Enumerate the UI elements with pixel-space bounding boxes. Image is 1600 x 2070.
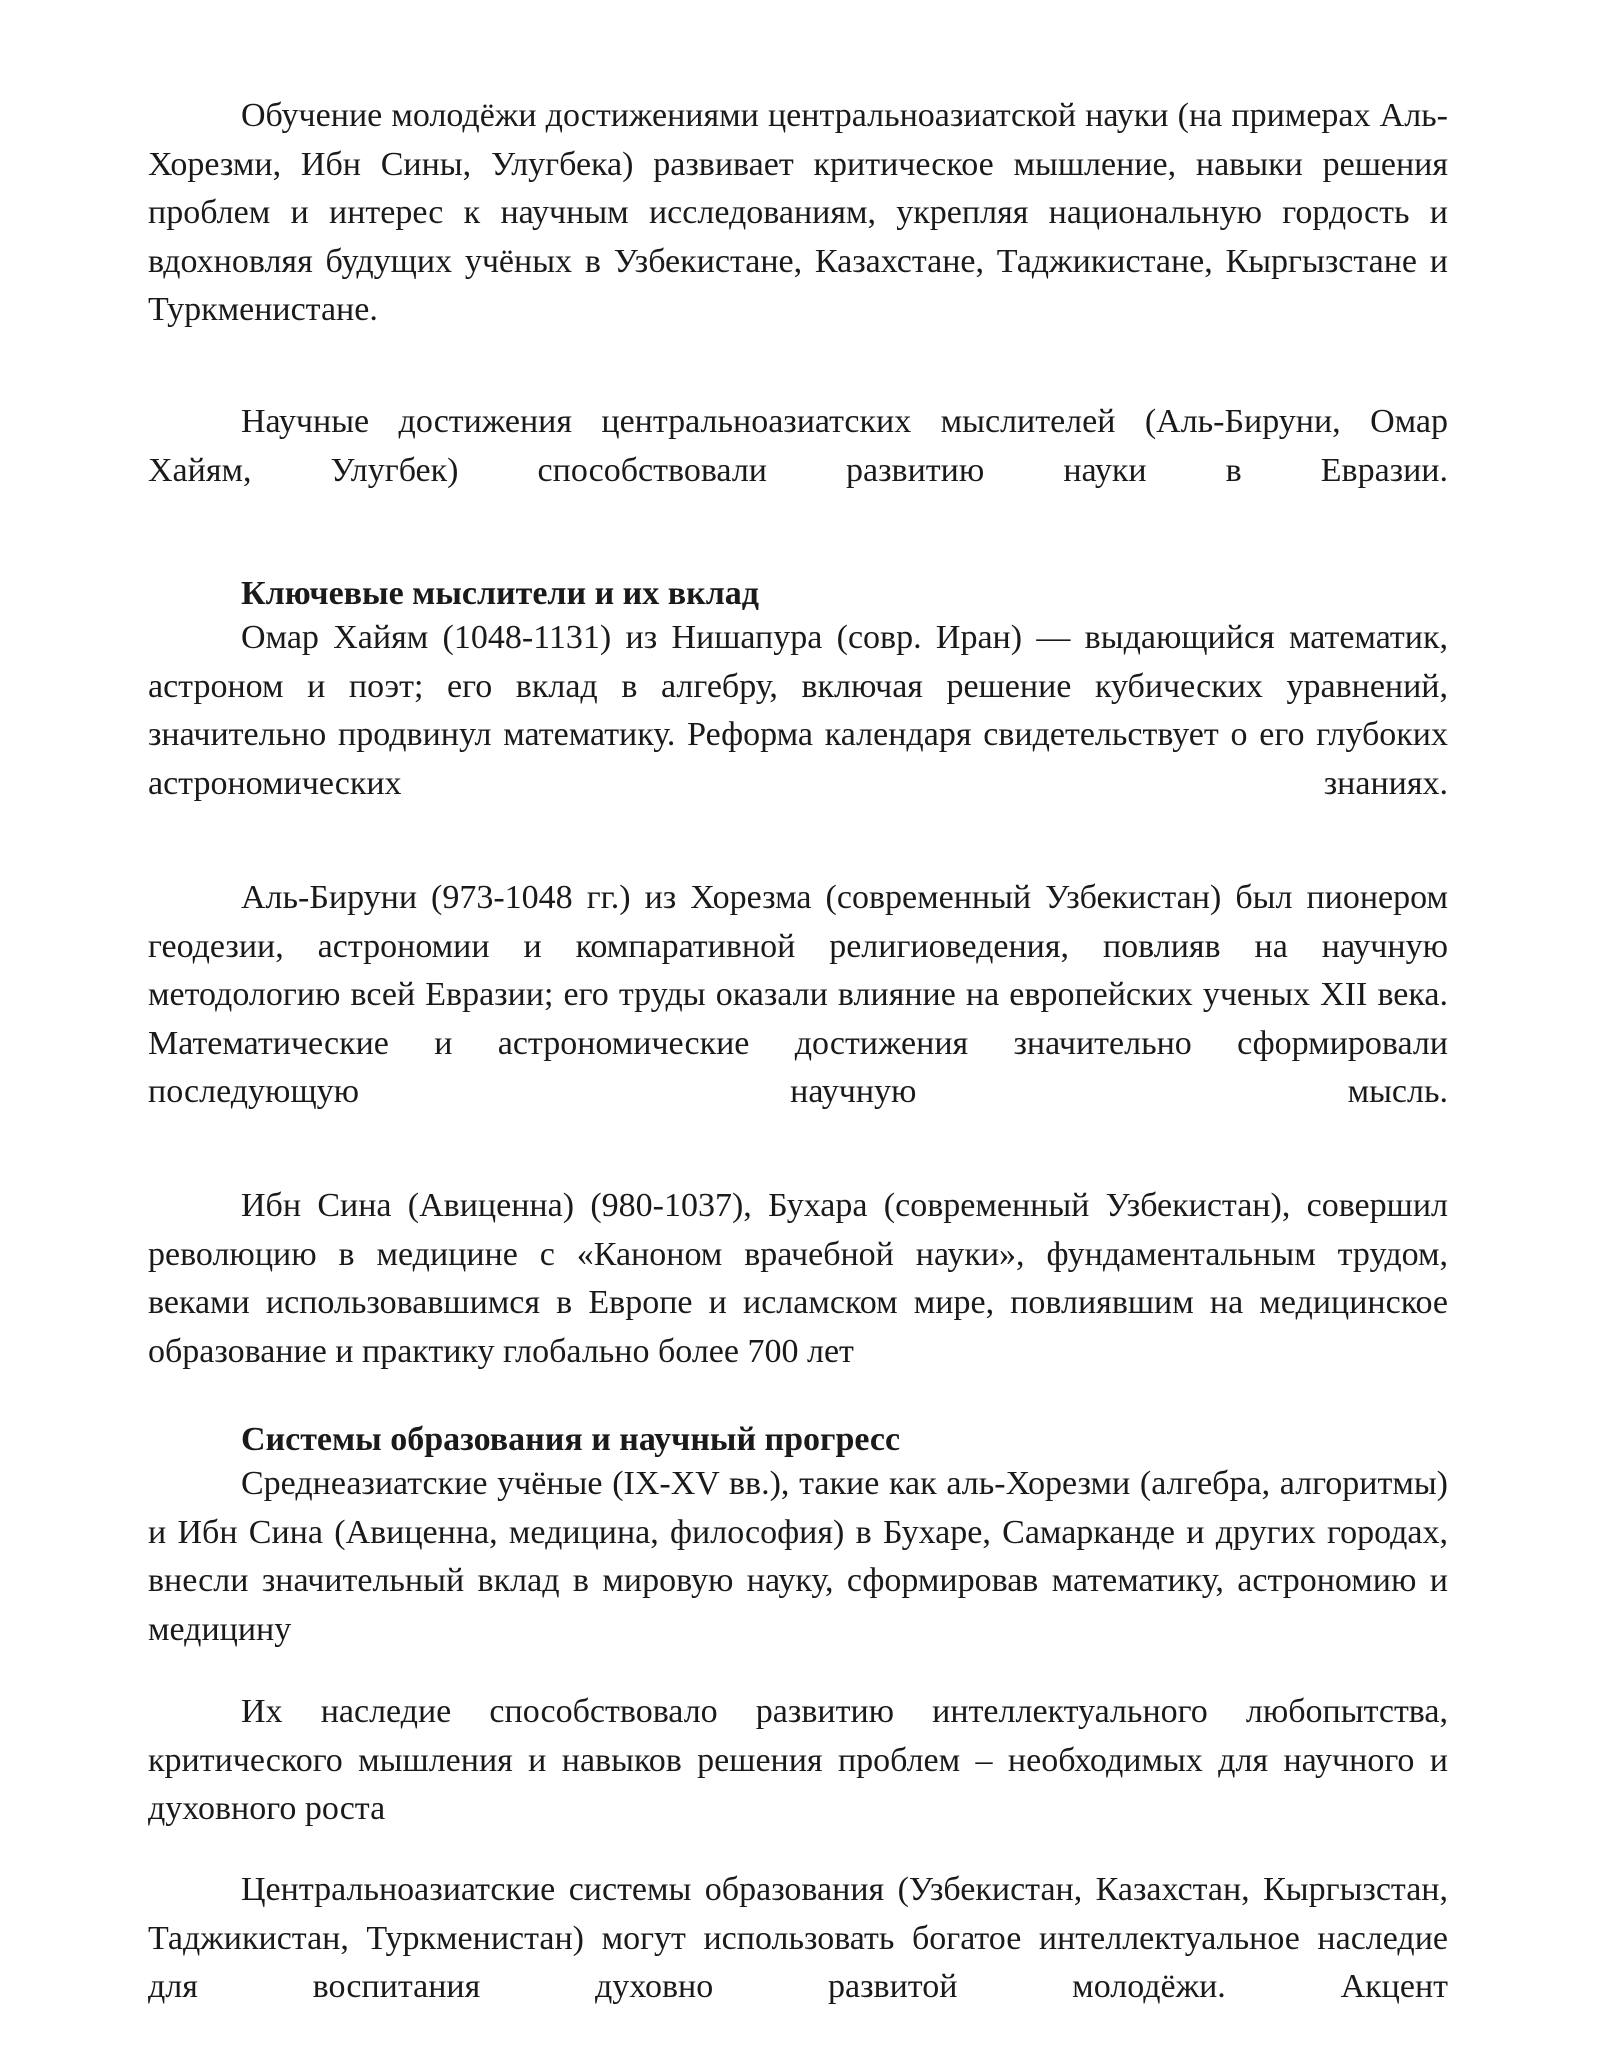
paragraph-omar-khayyam: Омар Хайям (1048-1131) из Нишапура (совр. Иран) — выдающийся математик, астроном и поэт; его вклад в алгебру, включая решение кубических уравнений, значительно продвинул математику. Реформа календаря свидетельствует о его глубоких астрономических знаниях. [148, 619, 1448, 802]
paragraph-scientific-achievements: Научные достижения центральноазиатских мыслителей (Аль-Бируни, Омар Хайям, Улугбек) способствовали развитию науки в Евразии. [148, 403, 1448, 489]
heading-education-systems: Системы образования и научный прогресс [241, 1421, 901, 1458]
paragraph-legacy: Их наследие способствовало развитию интеллектуального любопытства, критического мышления и навыков решения проблем – необходимых для научного и духовного роста [148, 1693, 1448, 1827]
heading-key-thinkers: Ключевые мыслители и их вклад [241, 575, 760, 612]
paragraph-al-biruni: Аль-Бируни (973-1048 гг.) из Хорезма (современный Узбекистан) был пионером геодезии, астрономии и компаративной религиоведения, повлияв на научную методологию всей Евразии; его труды оказали влияние на европейских ученых XII века. Математические и астрономические достижения значительно сформировали последующую научную мысль. [148, 879, 1448, 1110]
paragraph-central-asian-scholars: Среднеазиатские учёные (IX-XV вв.), такие как аль-Хорезми (алгебра, алгоритмы) и Ибн Сина (Авиценна, медицина, философия) в Бухаре, Самарканде и других городах, внесли значительный вклад в мировую науку, сформировав математику, астрономию и медицину [148, 1465, 1448, 1648]
paragraph-education-systems: Центральноазиатские системы образования (Узбекистан, Казахстан, Кыргызстан, Таджикистан, Туркменистан) могут использовать богатое интеллектуальное наследие для воспитания духовно развитой молодёжи. Акцент [148, 1871, 1448, 2005]
paragraph-youth-education: Обучение молодёжи достижениями центральноазиатской науки (на примерах Аль-Хорезми, Ибн Сины, Улугбека) развивает критическое мышление, навыки решения проблем и интерес к научным исследованиям, укрепляя национальную гордость и вдохновляя будущих учёных в Узбекистане, Казахстане, Таджикистане, Кыргызстане и Туркменистане. [148, 97, 1448, 328]
paragraph-ibn-sina: Ибн Сина (Авиценна) (980-1037), Бухара (современный Узбекистан), совершил революцию в медицине с «Каноном врачебной науки», фундаментальным трудом, веками использовавшимся в Европе и исламском мире, повлиявшим на медицинское образование и практику глобально более 700 лет [148, 1187, 1448, 1370]
